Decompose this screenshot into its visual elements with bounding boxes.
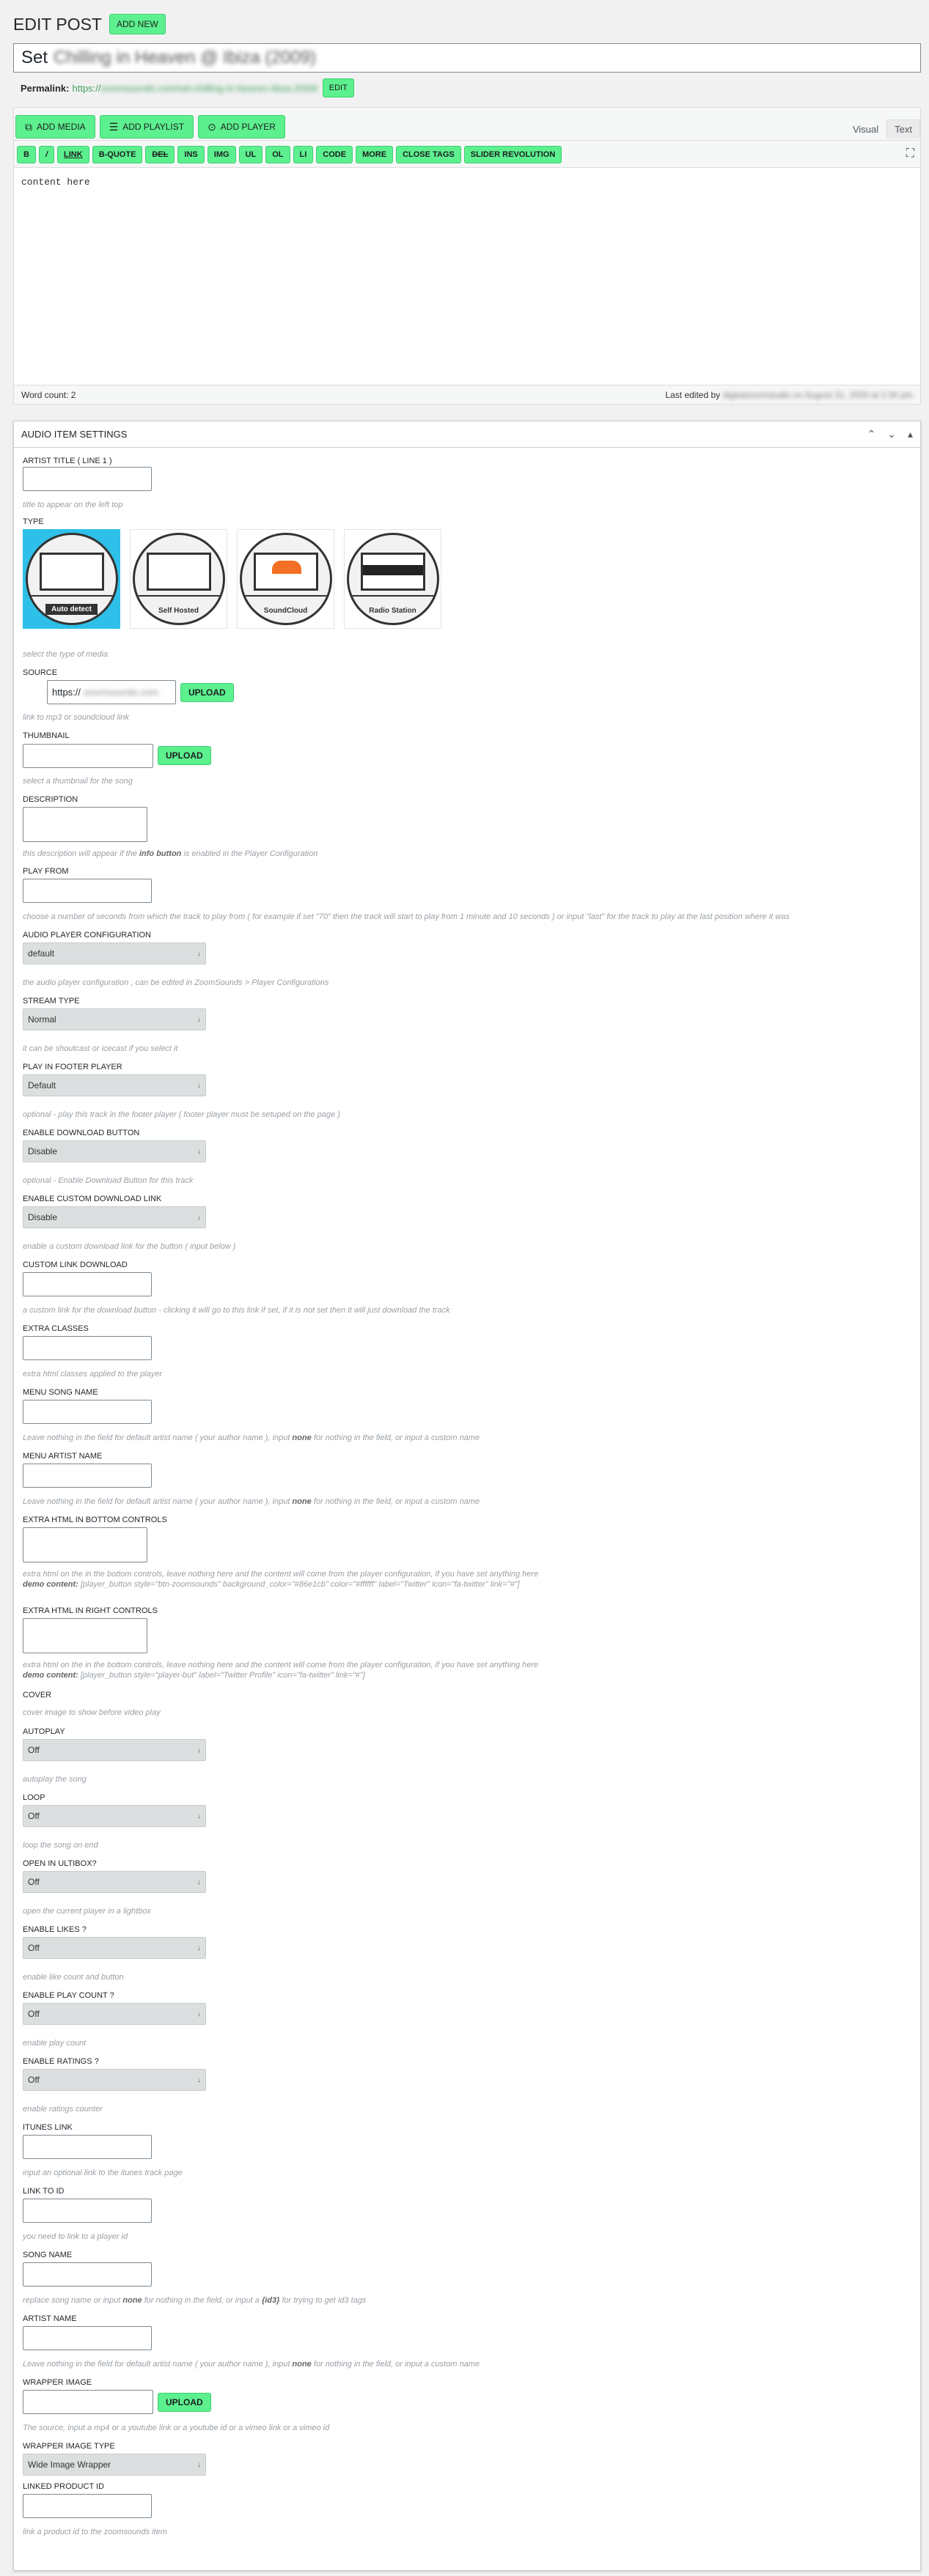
wrapper-image-hint: The source, input a mp4 or a youtube link or a youtube id or a vimeo link or a vimeo id [23, 2424, 330, 2432]
media-buttons [15, 115, 285, 139]
qt-ol-button[interactable]: OL [265, 146, 290, 163]
thumbnail-hint: select a thumbnail for the song [23, 777, 133, 786]
metabox-header [14, 421, 920, 448]
qt-ul-button[interactable]: UL [239, 146, 263, 163]
quicktags-toolbar [14, 140, 920, 168]
custom-link-input[interactable] [23, 1272, 152, 1296]
wrapper-type-label: WRAPPER IMAGE TYPE [23, 2442, 115, 2451]
select-arrow-icon: ↓ [197, 1878, 201, 1886]
loop-value: Off [28, 1811, 40, 1821]
wrapper-image-upload-button[interactable]: UPLOAD [158, 2393, 211, 2412]
add-media-label: ADD MEDIA [37, 122, 86, 132]
type-option-label: SoundCloud [263, 607, 308, 615]
last-edited [665, 390, 913, 400]
link-to-id-label: LINK TO ID [23, 2187, 65, 2196]
custom-download-label: ENABLE CUSTOM DOWNLOAD LINK [23, 1195, 162, 1203]
html-bottom-hint-bold: demo content: [23, 1580, 78, 1589]
ultibox-hint: open the current player in a lightbox [23, 1907, 151, 1916]
cloud-shape [272, 561, 301, 574]
qt-ins-button[interactable]: INS [177, 146, 204, 163]
title-row [13, 13, 166, 35]
name-hint-post: for nothing in the field, or input a custom name [313, 1497, 480, 1506]
artist-title-label: ARTIST TITLE ( LINE 1 ) [23, 457, 112, 465]
select-arrow-icon: ↓ [197, 1944, 201, 1952]
post-title-prefix: Set [21, 48, 48, 67]
select-arrow-icon: ↓ [197, 2009, 201, 2018]
ratings-hint: enable ratings counter [23, 2105, 103, 2114]
select-arrow-icon: ↓ [197, 1746, 201, 1754]
qt-code-button[interactable]: CODE [316, 146, 353, 163]
extra-classes-label: EXTRA CLASSES [23, 1324, 89, 1333]
description-textarea[interactable] [23, 807, 147, 842]
select-arrow-icon: ↓ [197, 1812, 201, 1820]
qt-italic-button[interactable]: / [39, 146, 54, 163]
artist-name-label: ARTIST NAME [23, 2314, 77, 2323]
source-prefix: https:// [52, 687, 81, 698]
chevron-up-icon[interactable]: ⌃ [867, 428, 876, 440]
cover-label: COVER [23, 1691, 52, 1700]
song-name-hint-bold-1: none [122, 2296, 142, 2305]
song-name-hint-mid: for nothing in the field, or input a [144, 2296, 260, 2305]
play-from-label: PLAY FROM [23, 867, 69, 876]
html-right-hint-code: [player_button style="player-but" label="Twitter Profile" icon="fa-twitter" link="#"] [80, 1671, 365, 1680]
permalink [21, 78, 354, 97]
custom-link-label: CUSTOM LINK DOWNLOAD [23, 1261, 128, 1269]
select-arrow-icon: ↓ [197, 2460, 201, 2469]
footer-player-label: PLAY IN FOOTER PLAYER [23, 1063, 122, 1071]
name-hint-pre: Leave nothing in the field for default artist name ( your author name ), input [23, 2360, 290, 2369]
itunes-link-hint: input an optional link to the itunes track page [23, 2169, 183, 2177]
type-selector [23, 529, 441, 629]
name-hint-pre: Leave nothing in the field for default artist name ( your author name ), input [23, 1497, 290, 1506]
name-hint-pre: Leave nothing in the field for default artist name ( your author name ), input [23, 1433, 290, 1442]
source-upload-button[interactable]: UPLOAD [180, 683, 234, 702]
likes-hint: enable like count and button [23, 1973, 124, 1982]
song-name-hint [23, 2296, 366, 2305]
qt-li-button[interactable]: LI [293, 146, 314, 163]
type-label: TYPE [23, 517, 44, 526]
content-textarea[interactable]: content here [14, 168, 920, 385]
html-bottom-hint-code: [player_button style="btn-zoomsounds" background_color="#86e1cb" color="#ffffff" label="Twitter" icon="fa-twitter" link="#"] [80, 1580, 520, 1589]
extra-classes-hint: extra html classes applied to the player [23, 1370, 163, 1379]
artist-name-hint [23, 2360, 480, 2369]
ultibox-label: OPEN IN ULTIBOX? [23, 1859, 97, 1868]
source-label: SOURCE [23, 668, 58, 677]
footer-player-select[interactable] [23, 1074, 206, 1096]
autoplay-hint: autoplay the song [23, 1775, 87, 1784]
autoplay-value: Off [28, 1745, 40, 1755]
download-button-select[interactable] [23, 1140, 206, 1162]
type-option-label: Auto detect [45, 604, 98, 615]
loop-select[interactable] [23, 1805, 206, 1827]
artist-title-hint: title to appear on the left top [23, 501, 123, 509]
last-edited-prefix: Last edited by [665, 389, 721, 400]
post-editor [13, 107, 921, 405]
qt-link-button[interactable]: LINK [57, 146, 89, 163]
editor-status-bar [14, 385, 920, 404]
screen-graphic [361, 553, 425, 591]
playlist-icon: ☰ [109, 120, 119, 133]
qt-more-button[interactable]: MORE [356, 146, 393, 163]
select-arrow-icon: ↓ [197, 1081, 201, 1090]
linked-product-hint: link a product id to the zoomsounds item [23, 2528, 167, 2536]
play-count-value: Off [28, 2009, 40, 2019]
itunes-link-input[interactable] [23, 2135, 152, 2159]
artist-name-input[interactable] [23, 2326, 152, 2350]
song-name-hint-bold-2: {id3} [261, 2296, 280, 2305]
footer-player-value: Default [28, 1080, 56, 1090]
add-media-button[interactable] [15, 115, 95, 139]
custom-download-value: Disable [28, 1212, 58, 1222]
play-count-select[interactable] [23, 2003, 206, 2025]
html-right-label: EXTRA HTML IN RIGHT CONTROLS [23, 1606, 158, 1615]
artist-title-input[interactable] [23, 467, 152, 491]
wrapper-image-input[interactable] [23, 2390, 153, 2414]
qt-slider-revolution-button[interactable]: SLIDER REVOLUTION [464, 146, 562, 163]
apc-select[interactable] [23, 942, 206, 964]
menu-song-name-input[interactable] [23, 1400, 152, 1424]
permalink-link[interactable] [72, 83, 317, 94]
permalink-label: Permalink: [21, 82, 70, 94]
disc-line [28, 595, 116, 597]
name-hint-post: for nothing in the field, or input a custom name [313, 1433, 480, 1442]
likes-value: Off [28, 1943, 40, 1953]
description-hint-bold: info button [139, 849, 182, 858]
permalink-prefix: https:// [72, 82, 101, 94]
type-option-soundcloud[interactable] [237, 529, 334, 629]
apc-hint: the audio player configuration , can be edited in ZoomSounds > Player Configurations [23, 978, 329, 987]
screen-graphic [40, 553, 104, 591]
description-hint [23, 849, 317, 858]
ratings-value: Off [28, 2075, 40, 2085]
song-name-label: SONG NAME [23, 2251, 73, 2259]
play-from-hint: choose a number of seconds from which the track to play from ( for example if set "70" then the track will start to play from 1 minute and 10 seconds ) or input "last" for the track to play at the last position where it was [23, 912, 790, 921]
source-hint: link to mp3 or soundcloud link [23, 713, 129, 722]
menu-artist-name-label: MENU ARTIST NAME [23, 1452, 103, 1461]
screen-graphic [147, 553, 211, 591]
description-label: DESCRIPTION [23, 795, 78, 804]
ultibox-value: Off [28, 1877, 40, 1887]
stream-type-hint: it can be shoutcast or icecast if you select it [23, 1044, 178, 1053]
footer-player-hint: optional - play this track in the footer player ( footer player must be setuped on the page ) [23, 1110, 340, 1119]
post-title-rest: Chilling in Heaven @ Ibiza (2009) [54, 48, 316, 67]
type-option-auto-detect[interactable] [23, 529, 120, 629]
linked-product-label: LINKED PRODUCT ID [23, 2482, 105, 2491]
likes-label: ENABLE LIKES ? [23, 1925, 87, 1934]
post-title-input[interactable] [13, 43, 921, 73]
metabox-controls [867, 428, 914, 440]
html-right-hint-2 [23, 1671, 365, 1680]
qt-blockquote-button[interactable]: B-QUOTE [92, 146, 143, 163]
qt-close-tags-button[interactable]: CLOSE TAGS [396, 146, 461, 163]
loop-hint: loop the song on end [23, 1841, 98, 1850]
loop-label: LOOP [23, 1793, 45, 1802]
type-option-radio-station[interactable] [344, 529, 441, 629]
add-media-icon: ⧉ [25, 120, 32, 133]
qt-bold-button[interactable]: B [17, 146, 36, 163]
tab-visual[interactable]: Visual [852, 123, 879, 135]
ratings-select[interactable] [23, 2069, 206, 2091]
description-hint-pre: this description will appear if the [23, 849, 137, 858]
html-bottom-textarea[interactable] [23, 1527, 147, 1562]
stream-type-label: STREAM TYPE [23, 997, 80, 1005]
page-title: EDIT POST [13, 14, 102, 34]
editor-tabs [845, 119, 920, 139]
qt-del-button[interactable]: DEL [145, 146, 175, 163]
disc-line [135, 595, 223, 597]
stream-type-select[interactable] [23, 1008, 206, 1030]
edit-permalink-button[interactable]: EDIT [323, 78, 354, 97]
html-right-textarea[interactable] [23, 1618, 147, 1653]
html-bottom-label: EXTRA HTML IN BOTTOM CONTROLS [23, 1516, 167, 1524]
type-hint: select the type of media [23, 650, 109, 659]
add-new-button[interactable]: ADD NEW [109, 14, 166, 34]
disc-line [242, 595, 330, 597]
permalink-rest: zoomsounds.com/set-chilling-in-heaven-ibiza-2009/ [100, 82, 318, 94]
source-input[interactable] [47, 680, 176, 704]
apc-value: default [28, 948, 55, 959]
disc-line [349, 595, 437, 597]
add-player-label: ADD PLAYER [220, 122, 276, 132]
last-edited-rest: digitalzoomstudio on August 31, 2020 at 2:30 pm [722, 389, 913, 400]
wrapper-image-label: WRAPPER IMAGE [23, 2378, 92, 2387]
expand-icon[interactable]: ⛶ [906, 147, 914, 160]
toggle-icon[interactable]: ▴ [907, 428, 913, 440]
link-to-id-hint: you need to link to a player id [23, 2232, 128, 2241]
html-bottom-hint-1: extra html on the in the bottom controls, leave nothing here and the content will come from the player configuration, if you have set anything here [23, 1570, 539, 1579]
custom-download-hint: enable a custom download link for the button ( input below ) [23, 1242, 236, 1251]
thumbnail-upload-button[interactable]: UPLOAD [158, 746, 211, 765]
radio-bar [363, 565, 423, 575]
quicktags-buttons [17, 146, 562, 163]
download-button-label: ENABLE DOWNLOAD BUTTON [23, 1129, 140, 1137]
song-name-hint-post: for trying to get id3 tags [282, 2296, 367, 2305]
add-playlist-label: ADD PLAYLIST [122, 122, 185, 132]
play-count-hint: enable play count [23, 2039, 87, 2048]
custom-link-hint: a custom link for the download button - clicking it will go to this link if set, if it is not set then it will just download the track [23, 1306, 450, 1315]
audio-item-settings [13, 421, 921, 2571]
thumbnail-input[interactable] [23, 744, 153, 768]
chevron-down-icon[interactable]: ⌄ [887, 428, 896, 440]
link-to-id-input[interactable] [23, 2199, 152, 2223]
thumbnail-label: THUMBNAIL [23, 731, 70, 740]
cover-hint: cover image to show before video play [23, 1708, 161, 1717]
ultibox-select[interactable] [23, 1871, 206, 1893]
stream-type-value: Normal [28, 1014, 56, 1025]
name-hint-post: for nothing in the field, or input a custom name [313, 2360, 480, 2369]
player-icon: ⊙ [208, 120, 216, 133]
play-count-label: ENABLE PLAY COUNT ? [23, 1991, 114, 2000]
apc-label: AUDIO PLAYER CONFIGURATION [23, 931, 152, 940]
add-player-button[interactable] [198, 115, 285, 139]
wrapper-type-value: Wide Image Wrapper [28, 2459, 111, 2470]
ratings-label: ENABLE RATINGS ? [23, 2057, 99, 2066]
add-playlist-button[interactable] [100, 115, 194, 139]
select-arrow-icon: ↓ [197, 1147, 201, 1156]
likes-select[interactable] [23, 1937, 206, 1959]
menu-song-name-hint [23, 1433, 480, 1442]
play-from-input[interactable] [23, 879, 152, 903]
extra-classes-input[interactable] [23, 1336, 152, 1360]
qt-img-button[interactable]: IMG [208, 146, 236, 163]
type-option-self-hosted[interactable] [130, 529, 227, 629]
name-hint-bold: none [292, 1433, 312, 1442]
custom-download-select[interactable] [23, 1206, 206, 1228]
song-name-hint-pre: replace song name or input [23, 2296, 121, 2305]
select-arrow-icon: ↓ [197, 1015, 201, 1024]
song-name-input[interactable] [23, 2262, 152, 2287]
type-option-label: Radio Station [369, 607, 416, 615]
autoplay-label: AUTOPLAY [23, 1727, 65, 1736]
metabox-title: AUDIO ITEM SETTINGS [21, 429, 128, 440]
select-arrow-icon: ↓ [197, 2075, 201, 2084]
html-right-hint-1: extra html on the in the bottom controls, leave nothing here and the content will come from the player configuration, if you have set anything here [23, 1661, 539, 1669]
wrapper-type-select[interactable] [23, 2454, 206, 2476]
menu-artist-name-input[interactable] [23, 1464, 152, 1488]
download-button-value: Disable [28, 1146, 58, 1156]
name-hint-bold: none [292, 1497, 312, 1506]
download-button-hint: optional - Enable Download Button for this track [23, 1176, 194, 1185]
select-arrow-icon: ↓ [197, 949, 201, 958]
html-bottom-hint-2 [23, 1580, 520, 1589]
menu-song-name-label: MENU SONG NAME [23, 1388, 98, 1397]
name-hint-bold: none [292, 2360, 312, 2369]
select-arrow-icon: ↓ [197, 1213, 201, 1222]
description-hint-post: is enabled in the Player Configuration [183, 849, 318, 858]
type-option-label: Self Hosted [158, 607, 199, 615]
word-count: Word count: 2 [21, 389, 76, 400]
linked-product-input[interactable] [23, 2494, 152, 2518]
html-right-hint-bold: demo content: [23, 1671, 78, 1680]
menu-artist-name-hint [23, 1497, 480, 1506]
itunes-link-label: ITUNES LINK [23, 2123, 73, 2132]
screen-graphic [254, 553, 318, 591]
tab-text[interactable]: Text [886, 119, 920, 139]
source-rest: zoomsounds.com [84, 687, 158, 698]
autoplay-select[interactable] [23, 1739, 206, 1761]
